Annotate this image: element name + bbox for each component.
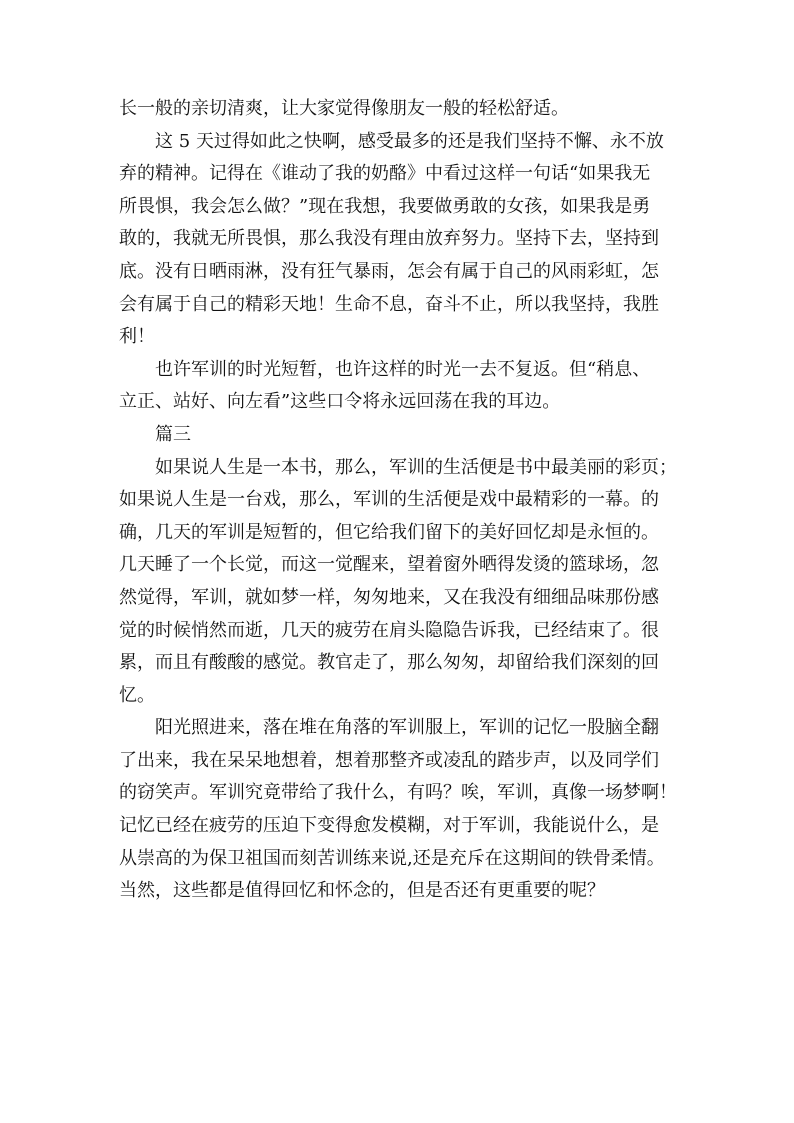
text-line: 确，几天的军训是短暂的，但它给我们留下的美好回忆却是永恒的。 [119,521,659,543]
text-line: 所畏惧，我会怎么做？”现在我想，我要做勇敢的女孩，如果我是勇 [119,195,651,217]
text-line: 当然，这些都是值得回忆和怀念的，但是否还有更重要的呢？ [119,880,605,902]
text-line: 阳光照进来，落在堆在角落的军训服上，军训的记忆一股脑全翻 [155,717,659,739]
text-line: 立正、站好、向左看”这些口令将永远回荡在我的耳边。 [119,391,561,413]
text-line: 忆。 [119,684,155,706]
section-heading: 篇三 [155,423,191,445]
text-line: 记忆已经在疲劳的压迫下变得愈发模糊，对于军训，我能说什么，是 [119,815,659,837]
text-line: 这 5 天过得如此之快啊，感受最多的还是我们坚持不懈、永不放 [155,130,664,152]
text-line: 几天睡了一个长觉，而这一觉醒来，望着窗外晒得发烫的篮球场，忽 [119,554,659,576]
text-line: 从崇高的为保卫祖国而刻苦训练来说,还是充斥在这期间的铁骨柔情。 [119,847,665,869]
text-line: 然觉得，军训，就如梦一样，匆匆地来，又在我没有细细品味那份感 [119,586,659,608]
text-line: 底。没有日晒雨淋，没有狂气暴雨，怎会有属于自己的风雨彩虹，怎 [119,260,659,282]
text-line: 的窃笑声。军训究竟带给了我什么，有吗？唉，军训，真像一场梦啊！ [119,782,677,804]
text-line: 了出来，我在呆呆地想着，想着那整齐或凌乱的踏步声，以及同学们 [119,749,659,771]
document-body [119,93,677,908]
text-line: 会有属于自己的精彩天地！生命不息，奋斗不止，所以我坚持，我胜 [119,293,659,315]
text-line: 如果说人生是一本书，那么，军训的生活便是书中最美丽的彩页； [155,456,677,478]
text-line: 也许军训的时光短暂，也许这样的时光一去不复返。但“稍息、 [155,358,651,380]
text-line: 如果说人生是一台戏，那么，军训的生活便是戏中最精彩的一幕。的 [119,489,659,511]
text-line: 累，而且有酸酸的感觉。教官走了，那么匆匆，却留给我们深刻的回 [119,652,659,674]
text-line: 敢的，我就无所畏惧，那么我没有理由放弃努力。坚持下去，坚持到 [119,228,659,250]
text-line: 弃的精神。记得在《谁动了我的奶酪》中看过这样一句话“如果我无 [119,163,651,185]
text-line: 觉的时候悄然而逝，几天的疲劳在肩头隐隐告诉我，已经结束了。很 [119,619,659,641]
text-line: 利！ [119,326,155,348]
text-line: 长一般的亲切清爽，让大家觉得像朋友一般的轻松舒适。 [119,98,569,119]
